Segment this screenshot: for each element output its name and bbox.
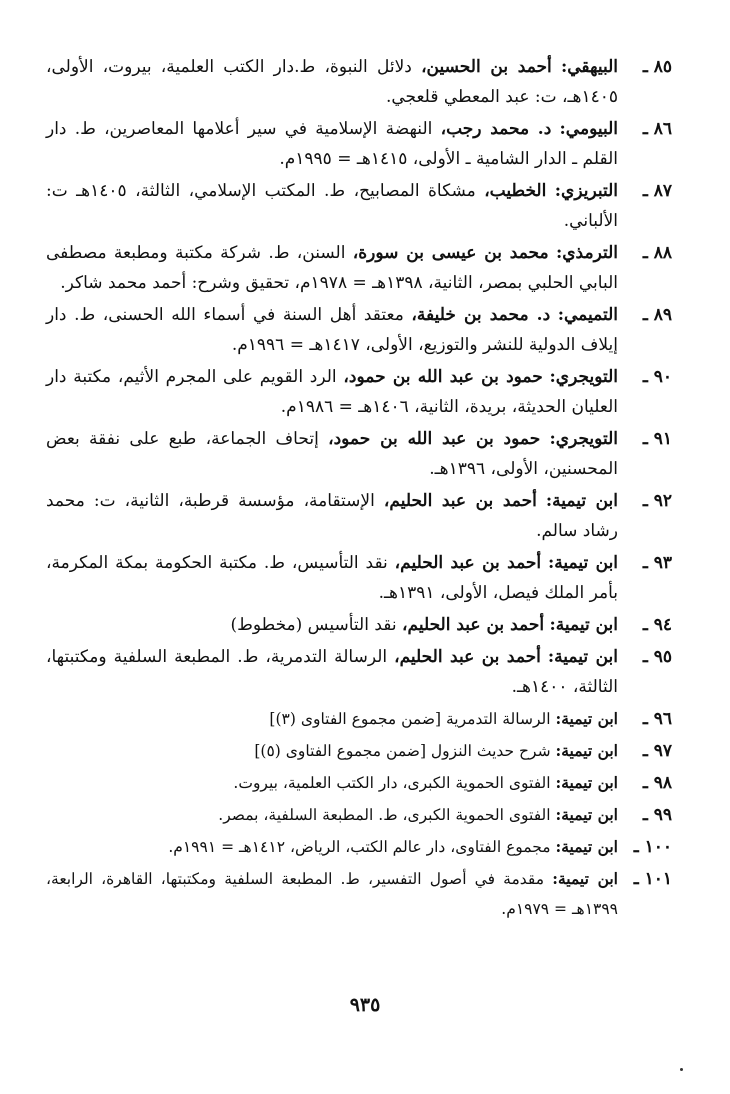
bibliography-entry — [46, 800, 672, 830]
entry-name: محمد بن عيسى بن سورة، — [352, 243, 549, 263]
bibliography-entry — [46, 864, 672, 924]
entry-body — [46, 736, 618, 766]
bibliography-entry — [46, 486, 672, 546]
entry-author: التويجري: — [549, 367, 619, 387]
entry-text: نقد التأسيس، ط. مكتبة الحكومة بمكة المكرمة، بأمر الملك فيصل، الأولى، ١٣٩١هـ. — [46, 553, 618, 603]
entry-author: ابن تيمية: — [547, 647, 619, 667]
entry-author: ابن تيمية: — [555, 741, 618, 760]
entry-number: ٩٢ ـ — [642, 491, 672, 511]
entry-body — [46, 864, 618, 924]
entry-body — [46, 610, 618, 640]
entry-text: مقدمة في أصول التفسير، ط. المطبعة السلفية ومكتبتها، القاهرة، الرابعة، ١٣٩٩هـ = ١٩٧٩م. — [46, 870, 618, 918]
entry-author: ابن تيمية: — [555, 773, 618, 792]
entry-number: ٨٧ ـ — [642, 181, 672, 201]
bibliography-entry — [46, 768, 672, 798]
entry-body — [46, 642, 618, 702]
entry-number: ٩٩ ـ — [642, 805, 672, 825]
entry-body — [46, 548, 618, 608]
page-number: ٩٣٥ — [349, 994, 381, 1016]
entry-author: التبريزي: — [554, 181, 619, 201]
bibliography-entry — [46, 238, 672, 298]
entry-text: النهضة الإسلامية في سير أعلامها المعاصرين، ط. دار القلم ـ الدار الشامية ـ الأولى، ١٤١٥هـ = ١٩٩٥م. — [46, 119, 618, 169]
entry-text: إتحاف الجماعة، طبع على نفقة بعض المحسنين، الأولى، ١٣٩٦هـ. — [46, 429, 618, 479]
entry-text: الفتوى الحموية الكبرى، دار الكتب العلمية، بيروت. — [233, 774, 551, 792]
entry-author: التميمي: — [557, 305, 618, 325]
bibliography-entry — [46, 424, 672, 484]
scan-speck — [680, 1068, 683, 1071]
entry-text: الرسالة التدمرية، ط. المطبعة السلفية ومكتبتها، الثالثة، ١٤٠٠هـ. — [46, 647, 618, 697]
entry-body — [46, 832, 618, 862]
entry-body — [46, 768, 618, 798]
entry-number: ٩١ ـ — [642, 429, 672, 449]
entry-body — [46, 486, 618, 546]
entry-author: ابن تيمية: — [555, 709, 618, 728]
entry-body — [46, 176, 618, 236]
entry-text: مشكاة المصابيح، ط. المكتب الإسلامي، الثالثة، ١٤٠٥هـ ت: الألباني. — [46, 181, 618, 231]
entry-text: معتقد أهل السنة في أسماء الله الحسنى، ط. دار إيلاف الدولية للنشر والتوزيع، الأولى، ١٤١٧هـ = ١٩٩٦م. — [46, 305, 618, 355]
bibliography-entry — [46, 548, 672, 608]
entry-number: ٨٥ ـ — [642, 57, 672, 77]
entry-text: دلائل النبوة، ط.دار الكتب العلمية، بيروت، الأولى، ١٤٠٥هـ، ت: عبد المعطي قلعجي. — [46, 57, 618, 107]
entry-number: ٩٦ ـ — [642, 709, 672, 729]
entry-number: ١٠١ ـ — [633, 869, 672, 889]
bibliography-entry — [46, 736, 672, 766]
entry-text: الفتوى الحموية الكبرى، ط. المطبعة السلفية، بمصر. — [218, 806, 551, 824]
entry-name: أحمد بن عبد الحليم، — [383, 491, 537, 511]
entry-body — [46, 52, 618, 112]
bibliography-entry — [46, 300, 672, 360]
entry-author: ابن تيمية: — [552, 869, 618, 888]
entry-number: ٩٠ ـ — [642, 367, 672, 387]
entry-author: ابن تيمية: — [555, 837, 618, 856]
bibliography-entry — [46, 832, 672, 862]
bibliography-entry — [46, 52, 672, 112]
entry-number: ٨٨ ـ — [642, 243, 672, 263]
entry-number: ٩٥ ـ — [642, 647, 672, 667]
entry-author: ابن تيمية: — [555, 805, 618, 824]
entry-number: ٩٧ ـ — [642, 741, 672, 761]
entry-body — [46, 704, 618, 734]
entry-body — [46, 362, 618, 422]
entry-name: حمود بن عبد الله بن حمود، — [343, 367, 543, 387]
entry-body — [46, 114, 618, 174]
entry-author: التويجري: — [549, 429, 618, 449]
entry-author: ابن تيمية: — [549, 615, 618, 635]
entry-name: حمود بن عبد الله بن حمود، — [328, 429, 541, 449]
entry-number: ٨٩ ـ — [642, 305, 672, 325]
bibliography-entry — [46, 114, 672, 174]
entry-author: البيهقي: — [560, 57, 618, 77]
entry-number: ١٠٠ ـ — [633, 837, 672, 857]
entry-text: شرح حديث النزول [ضمن مجموع الفتاوى (٥)] — [254, 742, 551, 760]
entry-author: ابن تيمية: — [548, 553, 619, 573]
entry-name: أحمد بن عبد الحليم، — [402, 615, 545, 635]
entry-body — [46, 800, 618, 830]
entry-author: ابن تيمية: — [545, 491, 619, 511]
entry-text: مجموع الفتاوى، دار عالم الكتب، الرياض، ١٤١٢هـ = ١٩٩١م. — [168, 838, 551, 856]
entry-name: أحمد بن عبد الحليم، — [394, 553, 542, 573]
entry-text: الرسالة التدمرية [ضمن مجموع الفتاوى (٣)] — [269, 710, 551, 728]
entry-name: أحمد بن الحسين، — [421, 57, 552, 77]
entry-number: ٨٦ ـ — [642, 119, 672, 139]
entry-text: الرد القويم على المجرم الأثيم، مكتبة دار العليان الحديثة، بريدة، الثانية، ١٤٠٦هـ = ١٩٨٦م. — [46, 367, 618, 417]
entry-name: د. محمد بن خليفة، — [411, 305, 551, 325]
entry-name: الخطيب، — [484, 181, 547, 201]
entry-body — [46, 238, 618, 298]
entry-number: ٩٣ ـ — [642, 553, 672, 573]
bibliography-entry — [46, 176, 672, 236]
entry-body — [46, 424, 618, 484]
entry-text: الإستقامة، مؤسسة قرطبة، الثانية، ت: محمد رشاد سالم. — [46, 491, 618, 541]
entry-name: د. محمد رجب، — [440, 119, 552, 139]
bibliography-list — [46, 52, 672, 926]
bibliography-entry — [46, 610, 672, 640]
entry-text: السنن، ط. شركة مكتبة ومطبعة مصطفى البابي الحلبي بمصر، الثانية، ١٣٩٨هـ = ١٩٧٨م، تحقيق وشرح: أحمد محمد شاكر. — [46, 243, 618, 293]
entry-text: نقد التأسيس (مخطوط) — [230, 615, 397, 635]
bibliography-entry — [46, 362, 672, 422]
entry-author: الترمذي: — [555, 243, 618, 263]
entry-author: البيومي: — [559, 119, 619, 139]
entry-body — [46, 300, 618, 360]
entry-name: أحمد بن عبد الحليم، — [394, 647, 541, 667]
bibliography-entry — [46, 642, 672, 702]
bibliography-entry — [46, 704, 672, 734]
entry-number: ٩٤ ـ — [642, 615, 672, 635]
entry-number: ٩٨ ـ — [642, 773, 672, 793]
